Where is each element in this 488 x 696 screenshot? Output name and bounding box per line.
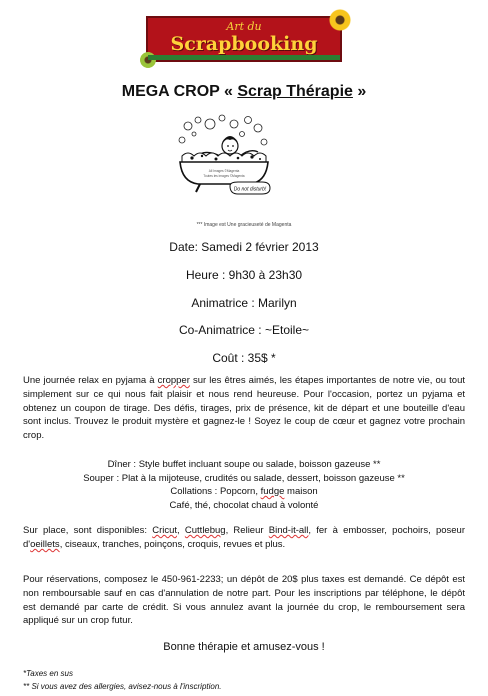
event-host: Animatrice : Marilyn xyxy=(191,296,297,310)
snacks-word: fudge xyxy=(260,486,285,497)
title-prefix: MEGA CROP « xyxy=(121,83,238,100)
logo xyxy=(146,16,342,62)
onsite-word: Bind-it-all xyxy=(268,525,309,536)
onsite-text: , fer à embosser, pochoirs, poseur d' xyxy=(23,525,465,550)
title-suffix: » xyxy=(352,83,367,100)
event-hours: Heure : 9h30 à 23h30 xyxy=(185,268,303,282)
watermark: All Images ©Magenta xyxy=(208,169,240,173)
cohost-name: ~Etoile~ xyxy=(264,323,310,337)
onsite-text: Sur place, sont disponibles: xyxy=(23,525,153,536)
menu-supper: Souper : Plat à la mijoteuse, crudités ou salade, dessert, boisson gazeuse ** xyxy=(83,472,405,484)
logo-stripe xyxy=(148,55,340,60)
intro-word: cropper xyxy=(157,375,190,386)
intro-paragraph xyxy=(23,374,465,443)
snacks-text: Collations : Popcorn, xyxy=(170,486,261,497)
logo-main-text: Scrapbooking xyxy=(170,33,318,55)
onsite-text: , xyxy=(177,525,185,536)
cohost-label: Co-Animatrice : xyxy=(178,323,265,337)
intro-text: sur les êtres aimés, les étapes importantes de notre vie, ou tout simplement sur ce qui nous fait plaisir et nous rend heureuse. Pour l'occasion, portez un pyjama et obtenez un coupon de tirage. Des défis, tirages, prix de présence, kit de départ et une bouteille d'eau sont inclus. Trouvez le produit mystère et gagnez-le ! Soyez le coup de cœur et gagnez votre prochain crop. xyxy=(23,375,465,442)
onsite-word: oeillets xyxy=(30,538,60,550)
event-date: Date: Samedi 2 février 2013 xyxy=(169,240,319,254)
onsite-word: Cricut xyxy=(152,525,178,536)
event-cohost xyxy=(0,323,488,337)
reservation-paragraph: Pour réservations, composez le 450-961-2233; un dépôt de 20$ plus taxes est demandé. Ce dépôt est non remboursable sauf en cas d'annulation de notre part. Pour les inscriptions par téléphone, le dépôt est demandé par carte de crédit. Si vous annulez avant la journée du crop, le remboursement sera appliqué sur un crop futur. xyxy=(23,574,465,627)
menu-dinner: Dîner : Style buffet incluant soupe ou salade, boisson gazeuse ** xyxy=(107,459,381,470)
onsite-paragraph xyxy=(23,524,465,552)
image-credit: *** Image est Une gracieuseté de Magenta xyxy=(196,222,292,228)
onsite-word: Cuttlebug xyxy=(184,525,226,536)
onsite-text: , Relieur xyxy=(225,525,269,536)
page-title xyxy=(0,83,488,101)
svg-text:Toutes les images ©Magenta: Toutes les images ©Magenta xyxy=(203,174,245,178)
meal-menu xyxy=(0,458,488,512)
closing-line: Bonne thérapie et amusez-vous ! xyxy=(163,641,325,653)
event-cost: Coût : 35$ * xyxy=(212,351,276,365)
menu-snacks xyxy=(0,485,488,499)
bathtub-illustration xyxy=(172,112,276,208)
logo-top-text: Art du xyxy=(226,20,262,33)
bubble-text: Do not disturb! xyxy=(233,186,267,193)
title-name: Scrap Thérapie xyxy=(237,83,353,100)
onsite-text: , ciseaux, tranches, poinçons, croquis, revues et plus. xyxy=(59,538,286,550)
intro-text: Une journée relax en pyjama à xyxy=(23,375,158,386)
footnote-allergies: ** Si vous avez des allergies, avisez-nous à l'inscription. xyxy=(23,682,222,691)
menu-drinks: Café, thé, chocolat chaud à volonté xyxy=(169,499,319,511)
snacks-text: maison xyxy=(284,486,318,497)
footnote-taxes: *Taxes en sus xyxy=(23,669,73,678)
